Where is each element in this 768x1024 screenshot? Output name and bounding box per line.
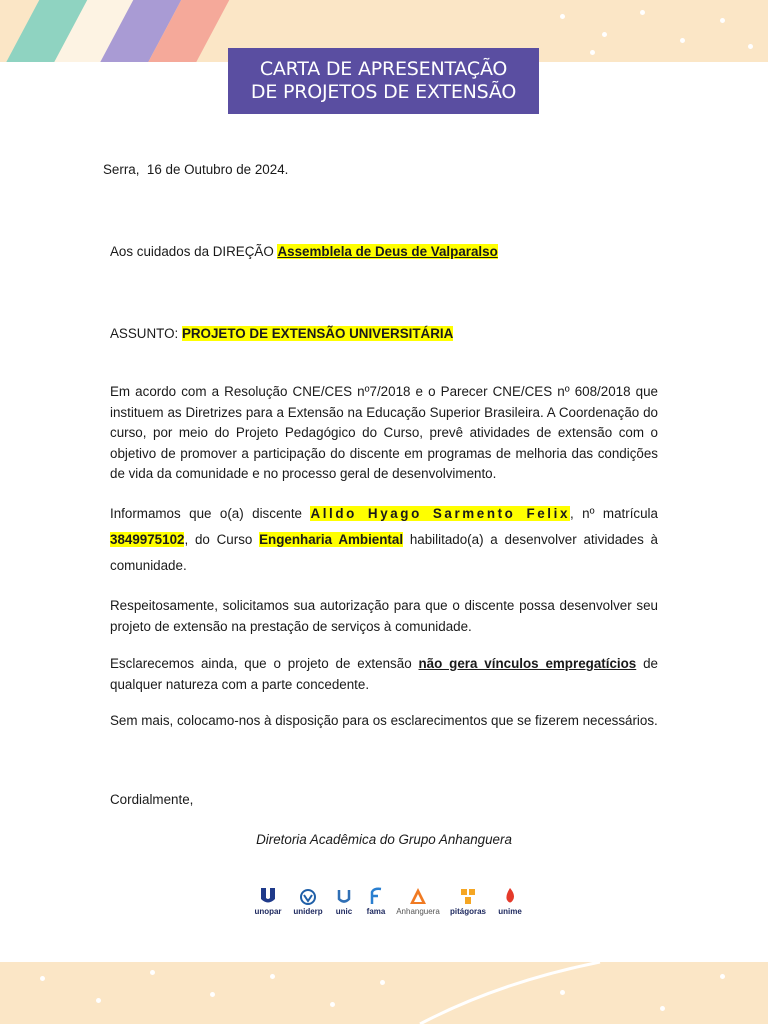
fama-logo-icon	[366, 886, 386, 906]
logo-anhanguera	[396, 886, 440, 916]
paragraph-clarification	[110, 654, 658, 695]
unime-logo-icon	[500, 886, 520, 906]
paragraph-legal-basis: Em acordo com a Resolução CNE/CES nº7/2018 e o Parecer CNE/CES nº 608/2018 que instituem as Diretrizes para a Extensão na Educação Superior Brasileira. A Coordenação do curso, por meio do Projeto Pedagógico do Curso, prevê atividades de extensão com o objetivo de promover a participação do discente em programas de melhoria das condições de vida da comunidade e no processo geral de desenvolvimento.	[110, 384, 658, 481]
closing-line: Cordialmente,	[110, 792, 194, 807]
student-intro: Informamos que o(a) discente	[110, 506, 311, 521]
confetti-dot	[720, 18, 725, 23]
paragraph-request: Respeitosamente, solicitamos sua autorização para que o discente possa desenvolver seu projeto de extensão na prestação de serviços à comunidade.	[110, 598, 658, 634]
anhanguera-logo-icon	[408, 886, 428, 906]
recipient-line	[110, 242, 498, 263]
course-name: Engenharia Ambiental	[259, 532, 404, 547]
clarification-intro: Esclarecemos ainda, que o projeto de extensão	[110, 656, 419, 671]
bottom-decorative-band	[0, 962, 768, 1024]
clarification-outro: de qualquer natureza com a parte concedente.	[110, 656, 658, 692]
confetti-dot	[96, 998, 101, 1003]
unopar-logo-icon	[258, 886, 278, 906]
uniderp-logo-icon	[298, 886, 318, 906]
confetti-dot	[270, 974, 275, 979]
paragraph-student-info	[110, 501, 658, 579]
confetti-dot	[210, 992, 215, 997]
subject-text: PROJETO DE EXTENSÃO UNIVERSITÁRIA	[181, 326, 454, 341]
confetti-dot	[590, 50, 595, 55]
recipient-prefix: Aos cuidados da DIREÇÃO	[110, 244, 278, 259]
confetti-dot	[720, 974, 725, 979]
logo-label: pitágoras	[449, 907, 486, 916]
student-name: Alldo Hyago Sarmento Felix	[310, 506, 570, 521]
logo-label: unic	[335, 907, 353, 916]
logo-unime	[488, 886, 532, 916]
confetti-dot	[602, 32, 607, 37]
logo-label: unime	[498, 907, 522, 916]
confetti-dot	[380, 980, 385, 985]
pitagoras-logo-icon	[458, 886, 478, 906]
confetti-dot	[640, 10, 645, 15]
logo-label: unopar	[254, 907, 282, 916]
logo-unopar	[246, 886, 290, 916]
confetti-dot	[680, 38, 685, 43]
confetti-dot	[748, 44, 753, 49]
logo-fama	[354, 886, 398, 916]
unic-logo-icon	[334, 886, 354, 906]
subject-line	[110, 324, 453, 345]
confetti-dot	[660, 1006, 665, 1011]
recipient-name: Assemblela de Deus de Valparalso	[277, 244, 498, 259]
confetti-dot	[150, 970, 155, 975]
logo-label: Anhanguera	[396, 907, 440, 916]
confetti-dot	[560, 990, 565, 995]
confetti-dot	[330, 1002, 335, 1007]
logo-pitagoras	[446, 886, 490, 916]
date-line: Serra, 16 de Outubro de 2024.	[103, 162, 289, 177]
institution-logos-row	[246, 886, 526, 920]
subject-prefix: ASSUNTO:	[110, 326, 182, 341]
paragraph-availability: Sem mais, colocamo-nos à disposição para os esclarecimentos que se fizerem necessários.	[110, 713, 658, 728]
registration-number: 3849975102	[110, 532, 185, 547]
course-label: , do Curso	[184, 532, 260, 547]
decorative-curve	[0, 962, 768, 1024]
student-outro: habilitado(a) a desenvolver atividades à comunidade.	[110, 532, 658, 573]
confetti-dot	[560, 14, 565, 19]
logo-label: fama	[366, 907, 386, 916]
title-line-1: CARTA DE APRESENTAÇÃO	[259, 58, 508, 80]
registration-label: , nº matrícula	[570, 506, 658, 521]
logo-label: uniderp	[293, 907, 323, 916]
signature-line: Diretoria Acadêmica do Grupo Anhanguera	[256, 832, 512, 847]
confetti-dot	[40, 976, 45, 981]
no-employment-emphasis: não gera vínculos empregatícios	[418, 656, 637, 671]
title-line-2: DE PROJETOS DE EXTENSÃO	[250, 81, 517, 103]
document-title-banner	[228, 48, 539, 114]
